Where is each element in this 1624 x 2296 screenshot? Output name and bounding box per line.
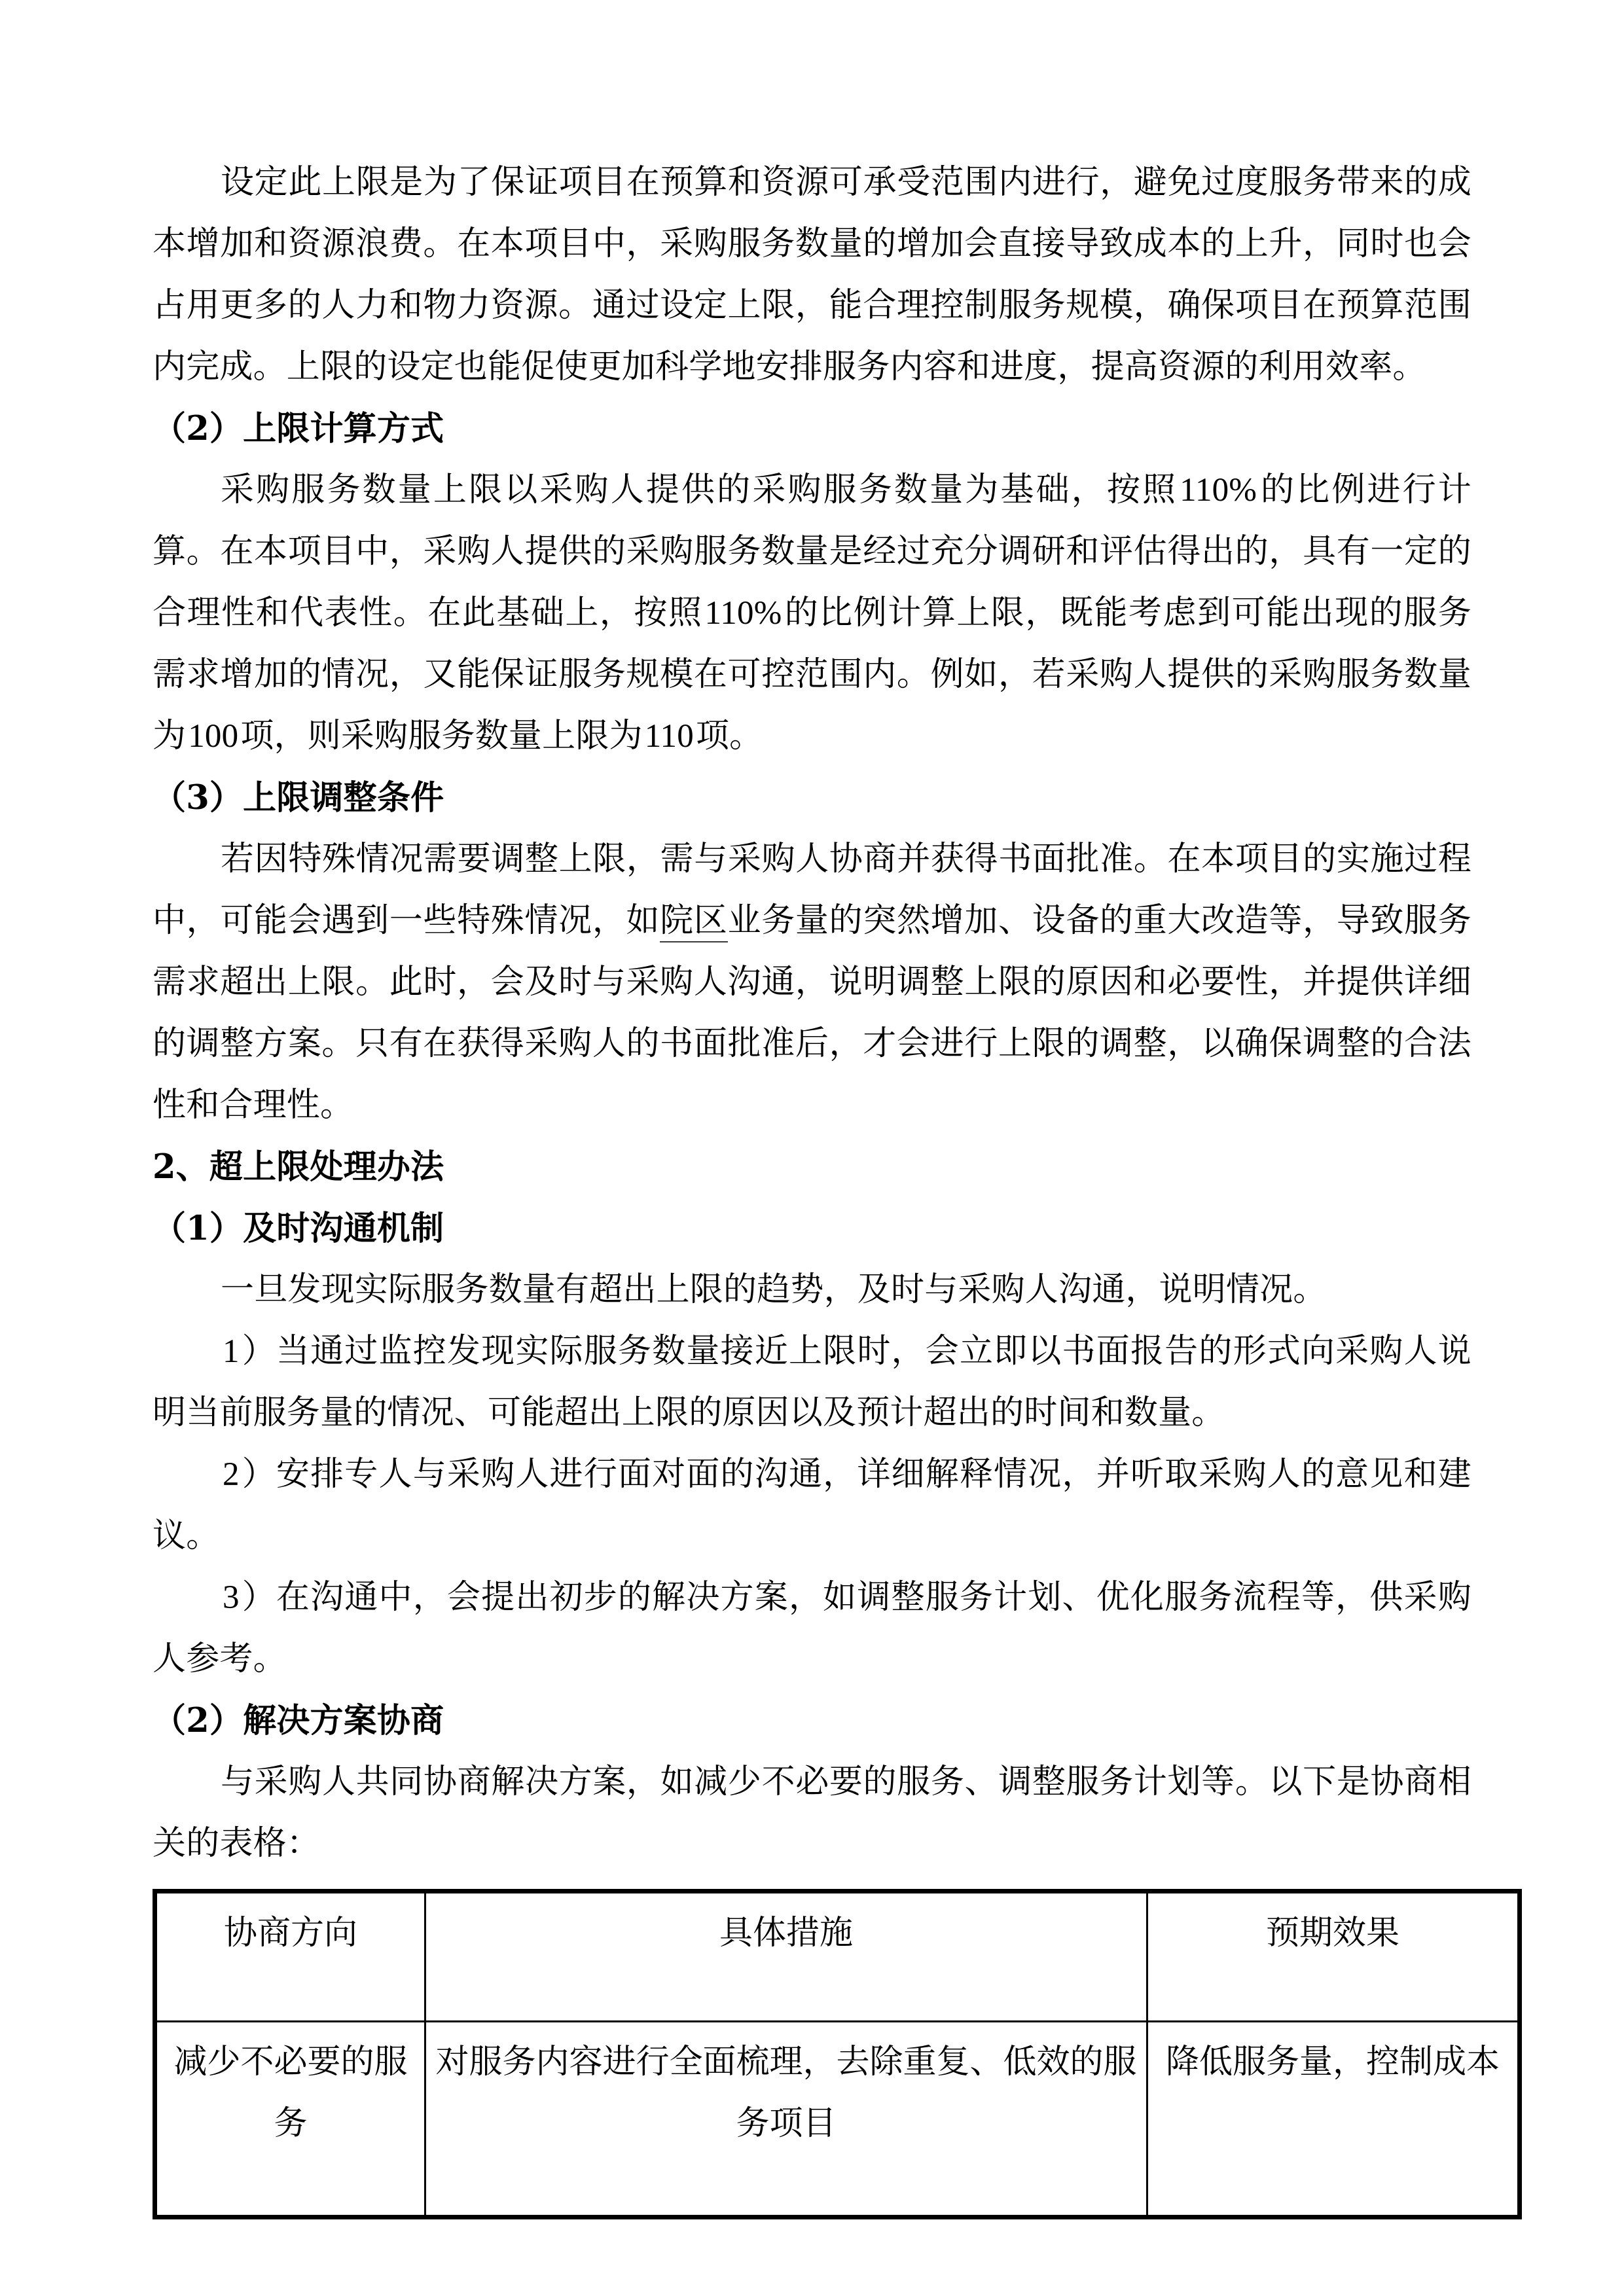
negotiation-table	[153, 1889, 1522, 2219]
run-cjk: 项。	[695, 717, 763, 755]
table-row	[155, 2022, 1520, 2217]
run-number-110: 110	[644, 718, 694, 755]
heading-solution-negotiation: （2）解决方案协商	[153, 1701, 444, 1740]
run-cjk: ）当通过监控发现实际服务数量接近上限时，会立即以书面报告的形式向采购人说明当前服务量的情况、可能超出上限的原因以及预计超出的时间和数量。	[153, 1332, 1471, 1432]
run-cjk: 业务量的突然增加、设备的重大改造等，导致服务需求超出上限。此时，会及时与采购人沟通，说明调整上限的原因和必要性，并提供详细的调整方案。只有在获得采购人的书面批准后，才会进行上限的调整，以确保调整的合法性和合理性。	[153, 901, 1471, 1124]
table-cell-effect: 降低服务量，控制成本	[1147, 2022, 1520, 2217]
run-cjk: 的比例进行计算。在本项目中，采购人提供的采购服务数量是经过充分调研和评估得出的，具有一定的合理性和代表性。在此基础上，按照	[153, 471, 1472, 632]
spellcheck-underline-text: 院区	[660, 901, 727, 942]
run-cjk: ）安排专人与采购人进行面对面的沟通，详细解释情况，并听取采购人的意见和建议。	[153, 1455, 1471, 1555]
run-cjk: ）在沟通中，会提出初步的解决方案，如调整服务计划、优化服务流程等，供采购人参考。	[153, 1578, 1471, 1678]
list-marker-3: 3	[223, 1579, 240, 1616]
list-marker-1: 1	[223, 1333, 240, 1370]
paragraph-adjust-conditions	[153, 829, 1471, 1136]
run-cjk: 项，则采购服务数量上限为	[240, 717, 643, 755]
heading-calc-method: （2）上限计算方式	[153, 409, 444, 448]
table-header-row	[155, 1892, 1520, 2022]
negotiation-table-wrapper	[153, 1889, 1500, 2219]
list-marker-2: 2	[223, 1456, 240, 1493]
run-number-110pct-a: 110%	[1180, 472, 1257, 509]
page-content	[153, 152, 1500, 2219]
paragraph-timely-communication: 一旦发现实际服务数量有超出上限的趋势，及时与采购人沟通，说明情况。	[221, 1270, 1327, 1309]
list-item-2	[153, 1444, 1471, 1567]
heading-adjust-conditions: （3）上限调整条件	[153, 778, 444, 817]
table-cell-direction: 减少不必要的服务	[155, 2022, 425, 2217]
list-item-1	[153, 1321, 1471, 1444]
paragraph-solution-negotiation: 与采购人共同协商解决方案，如减少不必要的服务、调整服务计划等。以下是协商相关的表格：	[153, 1763, 1471, 1863]
run-cjk: 若因特殊情况需要调整上限，需与采购人协商并获得书面批准。在本项目的实施过程中，可能会遇到一些特殊情况，如	[153, 840, 1471, 940]
paragraph-calc-method	[153, 459, 1471, 767]
run-number-110pct-b: 110%	[704, 595, 782, 632]
table-header-cell-direction: 协商方向	[155, 1892, 425, 2022]
table-cell-measures: 对服务内容进行全面梳理，去除重复、低效的服务项目	[425, 2022, 1147, 2217]
table-header-cell-measures: 具体措施	[425, 1892, 1147, 2022]
paragraph-limit-purpose: 设定此上限是为了保证项目在预算和资源可承受范围内进行，避免过度服务带来的成本增加和资源浪费。在本项目中，采购服务数量的增加会直接导致成本的上升，同时也会占用更多的人力和物力资源。通过设定上限，能合理控制服务规模，确保项目在预算范围内完成。上限的设定也能促使更加科学地安排服务内容和进度，提高资源的利用效率。	[153, 163, 1471, 386]
run-cjk: 采购服务数量上限以采购人提供的采购服务数量为基础，按照	[221, 471, 1178, 509]
list-item-3	[153, 1567, 1471, 1690]
heading-over-limit-handling: 2、超上限处理办法	[153, 1147, 444, 1187]
run-cjk: 的比例计算上限，既能考虑到可能出现的服务需求增加的情况，又能保证服务规模在可控范围内。例如，若采购人提供的采购服务数量为	[153, 594, 1471, 755]
run-number-100: 100	[188, 718, 239, 755]
heading-timely-communication: （1）及时沟通机制	[153, 1209, 444, 1248]
table-header-cell-effect: 预期效果	[1147, 1892, 1520, 2022]
